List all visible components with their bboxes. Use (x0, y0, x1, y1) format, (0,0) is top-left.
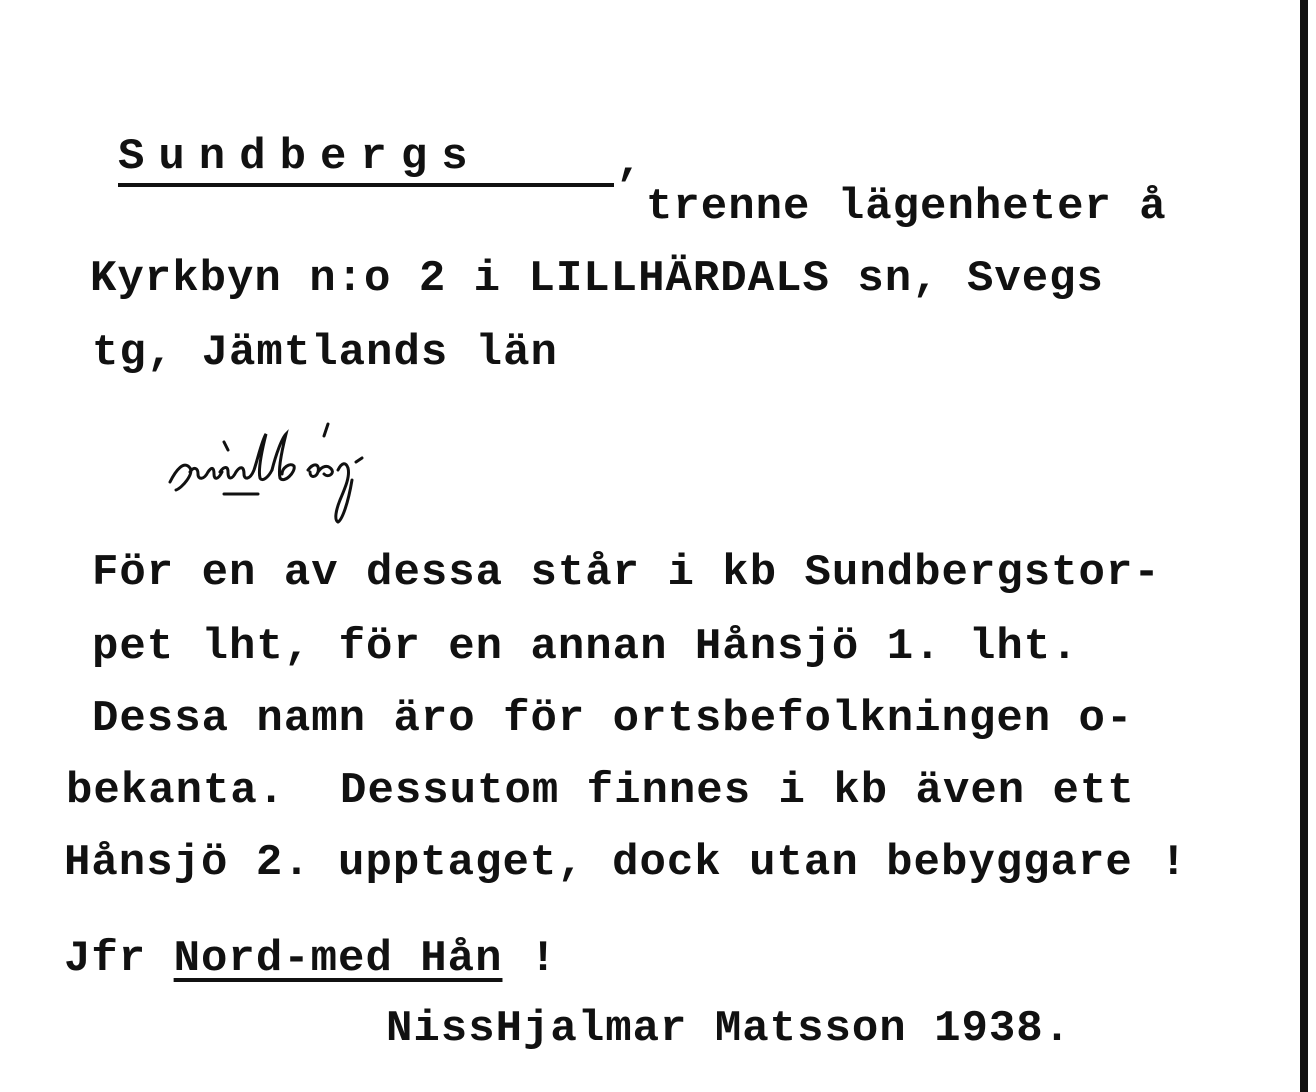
author-signature-line: NissHjalmar Matsson 1938. (386, 1004, 1072, 1054)
heading-underline (118, 183, 614, 187)
reference-suffix: ! (529, 934, 558, 984)
place-name-heading: Sundbergs (118, 132, 482, 182)
handwritten-signature (162, 410, 432, 530)
reference-prefix: Jfr (64, 934, 147, 984)
body-line-4: bekanta. Dessutom finnes i kb även ett (66, 766, 1135, 816)
body-line-5: Hånsjö 2. upptaget, dock utan bebyggare ! (64, 838, 1188, 888)
address-line-3: tg, Jämtlands län (92, 328, 558, 378)
address-line-2: Kyrkbyn n:o 2 i LILLHÄRDALS sn, Svegs (90, 254, 1104, 304)
body-line-2: pet lht, för en annan Hånsjö 1. lht. (92, 622, 1079, 672)
reference-line (64, 934, 557, 984)
heading-comma: , (616, 138, 643, 188)
reference-link: Nord-med Hån (173, 934, 503, 984)
body-line-3: Dessa namn äro för ortsbefolkningen o- (92, 694, 1134, 744)
body-line-1: För en av dessa står i kb Sundbergstor- (92, 548, 1161, 598)
card-edge (1300, 0, 1308, 1092)
address-line-1: trenne lägenheter å (646, 182, 1167, 232)
